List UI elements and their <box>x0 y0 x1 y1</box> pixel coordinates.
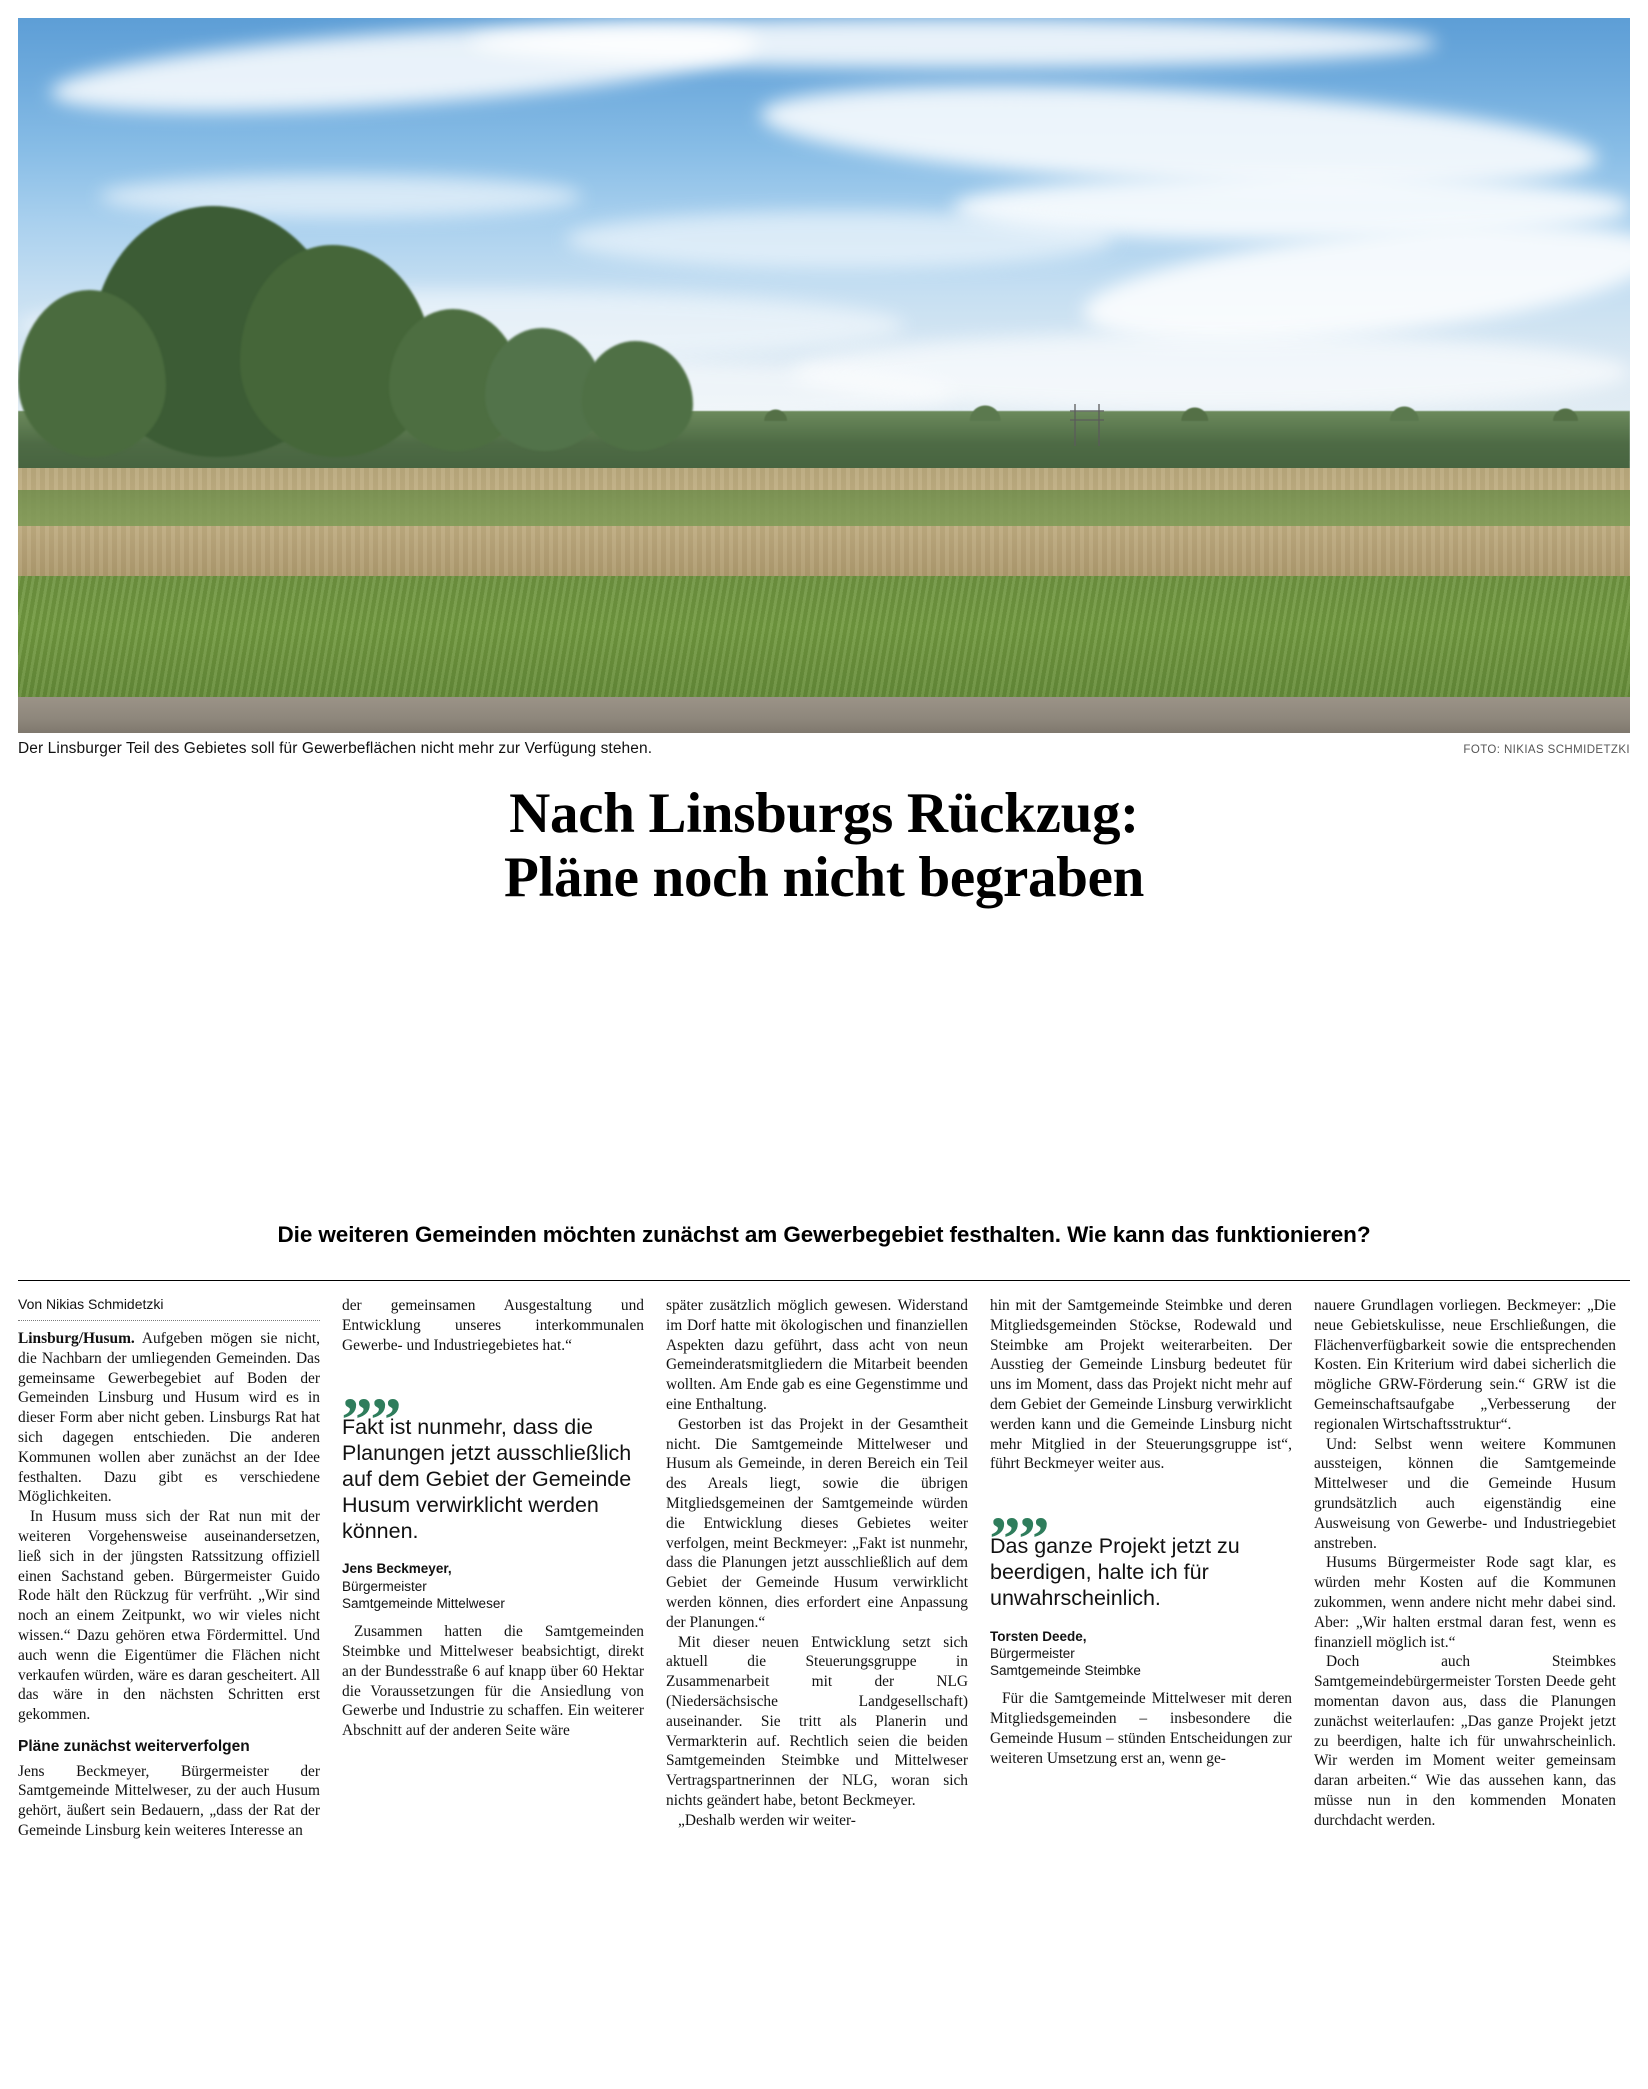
paragraph: Mit dieser neuen Entwicklung setzt sich aktuell die Steuerungsgruppe in Zusammenarbeit mit der NLG (Niedersächsische Landgesellschaft) auseinander. Sie tritt als Planerin und Vermarkterin auf. Rechtlich seien die beiden Samtgemeinden Steimbke und Mittelweser Vertragspartnerinnen der NLG, woran sich nichts geändert habe, betont Beckmeyer. <box>666 1633 968 1809</box>
quote-mark-icon: „„ <box>990 1473 1048 1542</box>
paragraph: „Deshalb werden wir weiter- <box>678 1811 856 1829</box>
cloud <box>469 18 1436 68</box>
dateline: Linsburg/Husum. <box>18 1329 135 1347</box>
pull-quote-role: Bürgermeister Samtgemeinde Steimbke <box>990 1645 1141 1679</box>
grass-meadow <box>18 576 1630 705</box>
article-headline <box>18 782 1630 910</box>
column-2 <box>342 1296 644 2076</box>
pull-quote-beckmeyer <box>342 1354 644 1612</box>
pull-quote-text: Fakt ist nunmehr, dass die Planungen jetzt ausschließlich auf dem Gebiet der Gemeinde Husum verwirklicht werden können. <box>342 1415 632 1543</box>
column-4 <box>990 1296 1292 2076</box>
paragraph: Jens Beckmeyer, Bürgermeister der Samtgemeinde Mittelweser, zu der auch Husum gehört, äußert sein Bedauern, „dass der Rat der Gemeinde Linsburg kein weiteres Interesse an <box>18 1762 320 1839</box>
paragraph: nauere Grundlagen vorliegen. Beckmeyer: „Die neue Gebietskulisse, neue Erschließungen, die Flächenverfügbarkeit sowie die entsprechenden Kosten. Ein Kriterium wird dabei sicherlich die mögliche GRW-Förderung sein.“ GRW ist die Gemeinschaftsaufgabe „Verbesserung der regionalen Wirtschaftsstruktur“. <box>1314 1297 1616 1433</box>
pull-quote-role: Bürgermeister Samtgemeinde Mittelweser <box>342 1578 505 1611</box>
divider-rule <box>18 1280 1630 1281</box>
paragraph: Doch auch Steimbkes Samtgemeindebürgermeister Torsten Deede geht momentan davon aus, dass die Planungen zunächst weiterlaufen: „Das ganze Projekt jetzt zu beerdigen, halte ich für unwahrscheinlich. Wir werden im Moment weiter gemeinsam daran arbeiten.“ Wie das aussehen kann, das müsse nun in den kommenden Monaten durchdacht werden. <box>1314 1653 1616 1829</box>
pull-quote-text: Das ganze Projekt jetzt zu beerdigen, halte ich für unwahrscheinlich. <box>990 1534 1240 1610</box>
stubble-field <box>18 468 1630 590</box>
photo-credit: FOTO: NIKIAS SCHMIDETZKI <box>1463 744 1630 756</box>
quote-mark-icon: „„ <box>342 1354 400 1423</box>
photo-caption: Der Linsburger Teil des Gebietes soll für Gewerbeflächen nicht mehr zur Verfügung stehen. <box>18 740 653 757</box>
paragraph: Gestorben ist das Projekt in der Gesamtheit nicht. Die Samtgemeinde Mittelweser und Husum als Gemeinde, in deren Bereich ein Teil des Areals liegt, sowie die übrigen Mitgliedsgemeinen der Samtgemeinde würden die Entwicklung dieses Gebietes weiter verfolgen, meint Beckmeyer: „Fakt ist nunmehr, dass die Planungen jetzt ausschließlich auf dem Gebiet der Gemeinde Husum verwirklicht werden können, dies erfordert eine Anpassung der Planungen.“ <box>666 1415 968 1631</box>
article-body <box>18 1296 1630 2076</box>
pull-quote-name: Torsten Deede, <box>990 1628 1087 1644</box>
column-1 <box>18 1296 320 2076</box>
paragraph-text: Aufgeben mögen sie nicht, die Nachbarn der umliegenden Gemeinden. Das gemeinsame Gewerbegebiet auf Boden der Gemeinden Linsburg und Husum wird es in dieser Form aber nicht geben. Linsburgs Rat hat sich dagegen entschieden. Die anderen Kommunen wollen aber zunächst an der Idee festhalten. Dazu gibt es verschiedene Möglichkeiten. <box>18 1329 320 1506</box>
byline: Von Nikias Schmidetzki <box>18 1296 164 1312</box>
pull-quote-deede <box>990 1473 1292 1679</box>
tree-group <box>18 161 760 483</box>
paragraph: später zusätzlich möglich gewesen. Widerstand im Dorf hatte mit ökologischen und finanziellen Aspekten dazu geführt, dass acht von neun Gemeinderatsmitgliedern die Mitarbeit beenden wollten. Am Ende gab es eine Gegenstimme und eine Enthaltung. <box>666 1297 968 1413</box>
column-5 <box>1314 1296 1616 2076</box>
paragraph: Für die Samtgemeinde Mittelweser mit deren Mitgliedsgemeinden – insbesondere die Gemeinde Husum – stünden Entscheidungen zur weiteren Umsetzung erst an, wenn ge- <box>990 1690 1292 1767</box>
power-pylon <box>1074 404 1100 446</box>
paragraph: In Husum muss sich der Rat nun mit der weiteren Vorgehensweise auseinandersetzen, ließ sich in der jüngsten Ratssitzung offiziell einen Sachstand geben. Bürgermeister Guido Rode hält den Rückzug für verfrüht. „Wir sind noch an einem Zeitpunkt, wo wir vieles nicht wissen.“ Dazu gehören etwa Fördermittel. Und auch wenn die Eigentümer die Flächen nicht verkaufen würden, wäre es daran gescheitert. All das wäre in den nächsten Schritten erst gekommen. <box>18 1508 320 1724</box>
paragraph: hin mit der Samtgemeinde Steimbke und deren Mitgliedsgemeinden Stöckse, Rodewald und Steimbke am Projekt weiterarbeiten. Der Ausstieg der Gemeinde Linsburg bedeutet für uns im Moment, dass das Projekt nicht mehr auf dem Gebiet der Gemeinde Linsburg verwirklicht werden kann und die Gemeinde Linsburg nicht mehr Mitglied in der Steuerungsgruppe ist“, führt Beckmeyer weiter aus. <box>990 1297 1292 1473</box>
pull-quote-name: Jens Beckmeyer, <box>342 1561 452 1577</box>
article-photo <box>18 18 1630 733</box>
paragraph: der gemeinsamen Ausgestaltung und Entwicklung unseres interkommunalen Gewerbe- und Industriegebietes hat.“ <box>342 1297 644 1354</box>
article-subheadline: Die weiteren Gemeinden möchten zunächst am Gewerbegebiet festhalten. Wie kann das funktionieren? <box>277 1222 1371 1247</box>
paragraph: Husums Bürgermeister Rode sagt klar, es würden mehr Kosten auf die Kommunen zukommen, wenn andere nicht mehr dabei sind. Aber: „Wir halten erstmal daran fest, wenn es finanziell möglich ist.“ <box>1314 1554 1616 1651</box>
paragraph <box>18 1329 320 1507</box>
column-3 <box>666 1296 968 2076</box>
green-field-strip <box>18 490 1630 526</box>
tree <box>582 341 693 450</box>
photo-caption-row <box>18 740 1630 758</box>
paragraph: Und: Selbst wenn weitere Kommunen aussteigen, können die Samtgemeinde Mittelweser und die Gemeinde Husum grundsätzlich auch eigenständig eine Ausweisung von Gewerbe- und Industriegebiet anstreben. <box>1314 1435 1616 1552</box>
headline-line-2: Pläne noch nicht begraben <box>503 845 1145 909</box>
gravel-road <box>18 697 1630 733</box>
headline-line-1: Nach Linsburgs Rückzug: <box>509 782 1139 845</box>
paragraph: Zusammen hatten die Samtgemeinden Steimbke und Mittelweser beabsichtigt, direkt an der Bundesstraße 6 auf knapp über 60 Hektar die Voraussetzungen für die Ansiedlung von Gewerbe und Industrie zu schaffen. Ein weiterer Abschnitt auf der anderen Seite wäre <box>342 1623 644 1740</box>
section-subheading: Pläne zunächst weiterverfolgen <box>18 1737 250 1755</box>
byline-divider <box>18 1320 320 1321</box>
photo-scene <box>18 18 1630 733</box>
